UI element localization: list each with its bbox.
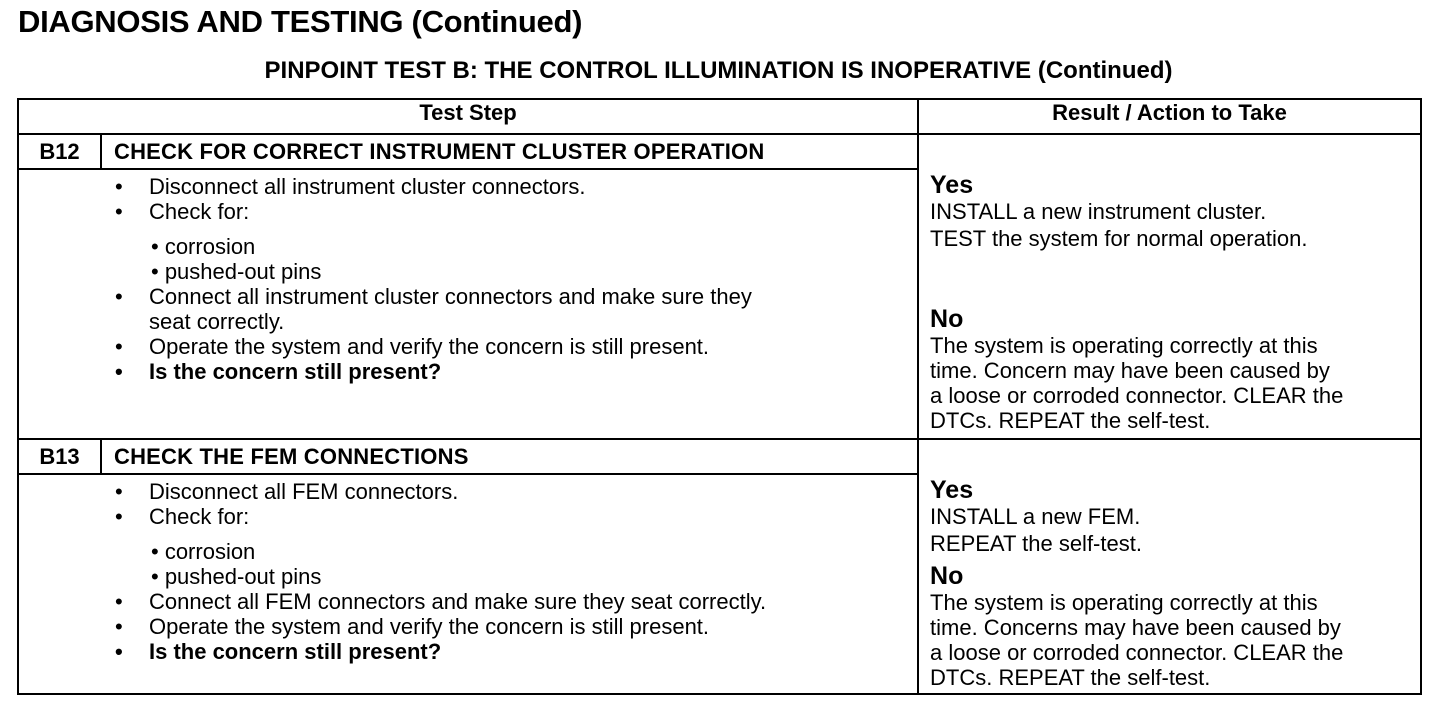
- step-heading: CHECK FOR CORRECT INSTRUMENT CLUSTER OPERATION: [101, 134, 918, 169]
- instruction-text: Check for:: [149, 199, 250, 224]
- question-text: Is the concern still present?: [149, 639, 442, 664]
- result-no-line: a loose or corroded connector. CLEAR the: [930, 383, 1344, 408]
- sub-item: • corrosion: [151, 539, 256, 564]
- step-instructions: [18, 474, 918, 694]
- list-item: • Operate the system and verify the concern is still present.: [115, 334, 710, 359]
- step-result: [918, 134, 1421, 439]
- step-heading: CHECK THE FEM CONNECTIONS: [101, 439, 918, 474]
- page-title: DIAGNOSIS AND TESTING (Continued): [18, 4, 583, 39]
- list-item: • Disconnect all FEM connectors.: [115, 479, 459, 504]
- result-no-line: The system is operating correctly at this: [930, 590, 1318, 615]
- list-item: • Check for:: [115, 199, 250, 224]
- sub-item: • pushed-out pins: [151, 564, 322, 589]
- pinpoint-test-title: PINPOINT TEST B: THE CONTROL ILLUMINATION IS INOPERATIVE (Continued): [264, 57, 1173, 84]
- step-heading-row: [18, 439, 1421, 474]
- list-item: • Is the concern still present?: [115, 639, 442, 664]
- table-header-row: [18, 99, 1421, 134]
- instruction-text: Connect all instrument cluster connectors and make sure they: [149, 284, 752, 309]
- list-item: • Connect all instrument cluster connectors and make sure they: [115, 284, 752, 309]
- list-item: • Operate the system and verify the concern is still present.: [115, 614, 710, 639]
- question-text: Is the concern still present?: [149, 359, 442, 384]
- instruction-continuation: seat correctly.: [149, 309, 285, 334]
- list-item: • Disconnect all instrument cluster connectors.: [115, 174, 586, 199]
- sub-item: • pushed-out pins: [151, 259, 322, 284]
- result-yes-label: Yes: [930, 476, 974, 504]
- step-id: B13: [18, 439, 101, 474]
- instruction-text: Check for:: [149, 504, 250, 529]
- step-instructions: [18, 169, 918, 439]
- sub-item: • corrosion: [151, 234, 256, 259]
- step-id: B12: [18, 134, 101, 169]
- step-heading-row: [18, 134, 1421, 169]
- result-no-line: a loose or corroded connector. CLEAR the: [930, 640, 1344, 665]
- result-no-line: DTCs. REPEAT the self-test.: [930, 665, 1211, 690]
- header-test-step: Test Step: [18, 99, 918, 134]
- instruction-text: Disconnect all instrument cluster connectors.: [149, 174, 586, 199]
- step-result: [918, 439, 1421, 694]
- pinpoint-test-table: [17, 98, 1422, 695]
- instruction-text: Disconnect all FEM connectors.: [149, 479, 459, 504]
- result-no-line: time. Concern may have been caused by: [930, 358, 1330, 383]
- result-yes-label: Yes: [930, 171, 974, 199]
- result-yes-line: INSTALL a new FEM.: [930, 504, 1141, 529]
- list-item: • Is the concern still present?: [115, 359, 442, 384]
- instruction-text: Operate the system and verify the concern is still present.: [149, 614, 710, 639]
- result-no-label: No: [930, 305, 964, 333]
- instruction-text: Operate the system and verify the concern is still present.: [149, 334, 710, 359]
- result-no-line: time. Concerns may have been caused by: [930, 615, 1341, 640]
- result-yes-line: INSTALL a new instrument cluster.: [930, 199, 1267, 224]
- list-item: • Connect all FEM connectors and make sure they seat correctly.: [115, 589, 767, 614]
- result-yes-line: TEST the system for normal operation.: [930, 226, 1308, 251]
- result-yes-line: REPEAT the self-test.: [930, 531, 1142, 556]
- result-no-label: No: [930, 562, 964, 590]
- result-no-line: The system is operating correctly at this: [930, 333, 1318, 358]
- result-no-line: DTCs. REPEAT the self-test.: [930, 408, 1211, 433]
- header-result-action: Result / Action to Take: [918, 99, 1421, 134]
- instruction-text: Connect all FEM connectors and make sure they seat correctly.: [149, 589, 767, 614]
- list-item: • Check for:: [115, 504, 250, 529]
